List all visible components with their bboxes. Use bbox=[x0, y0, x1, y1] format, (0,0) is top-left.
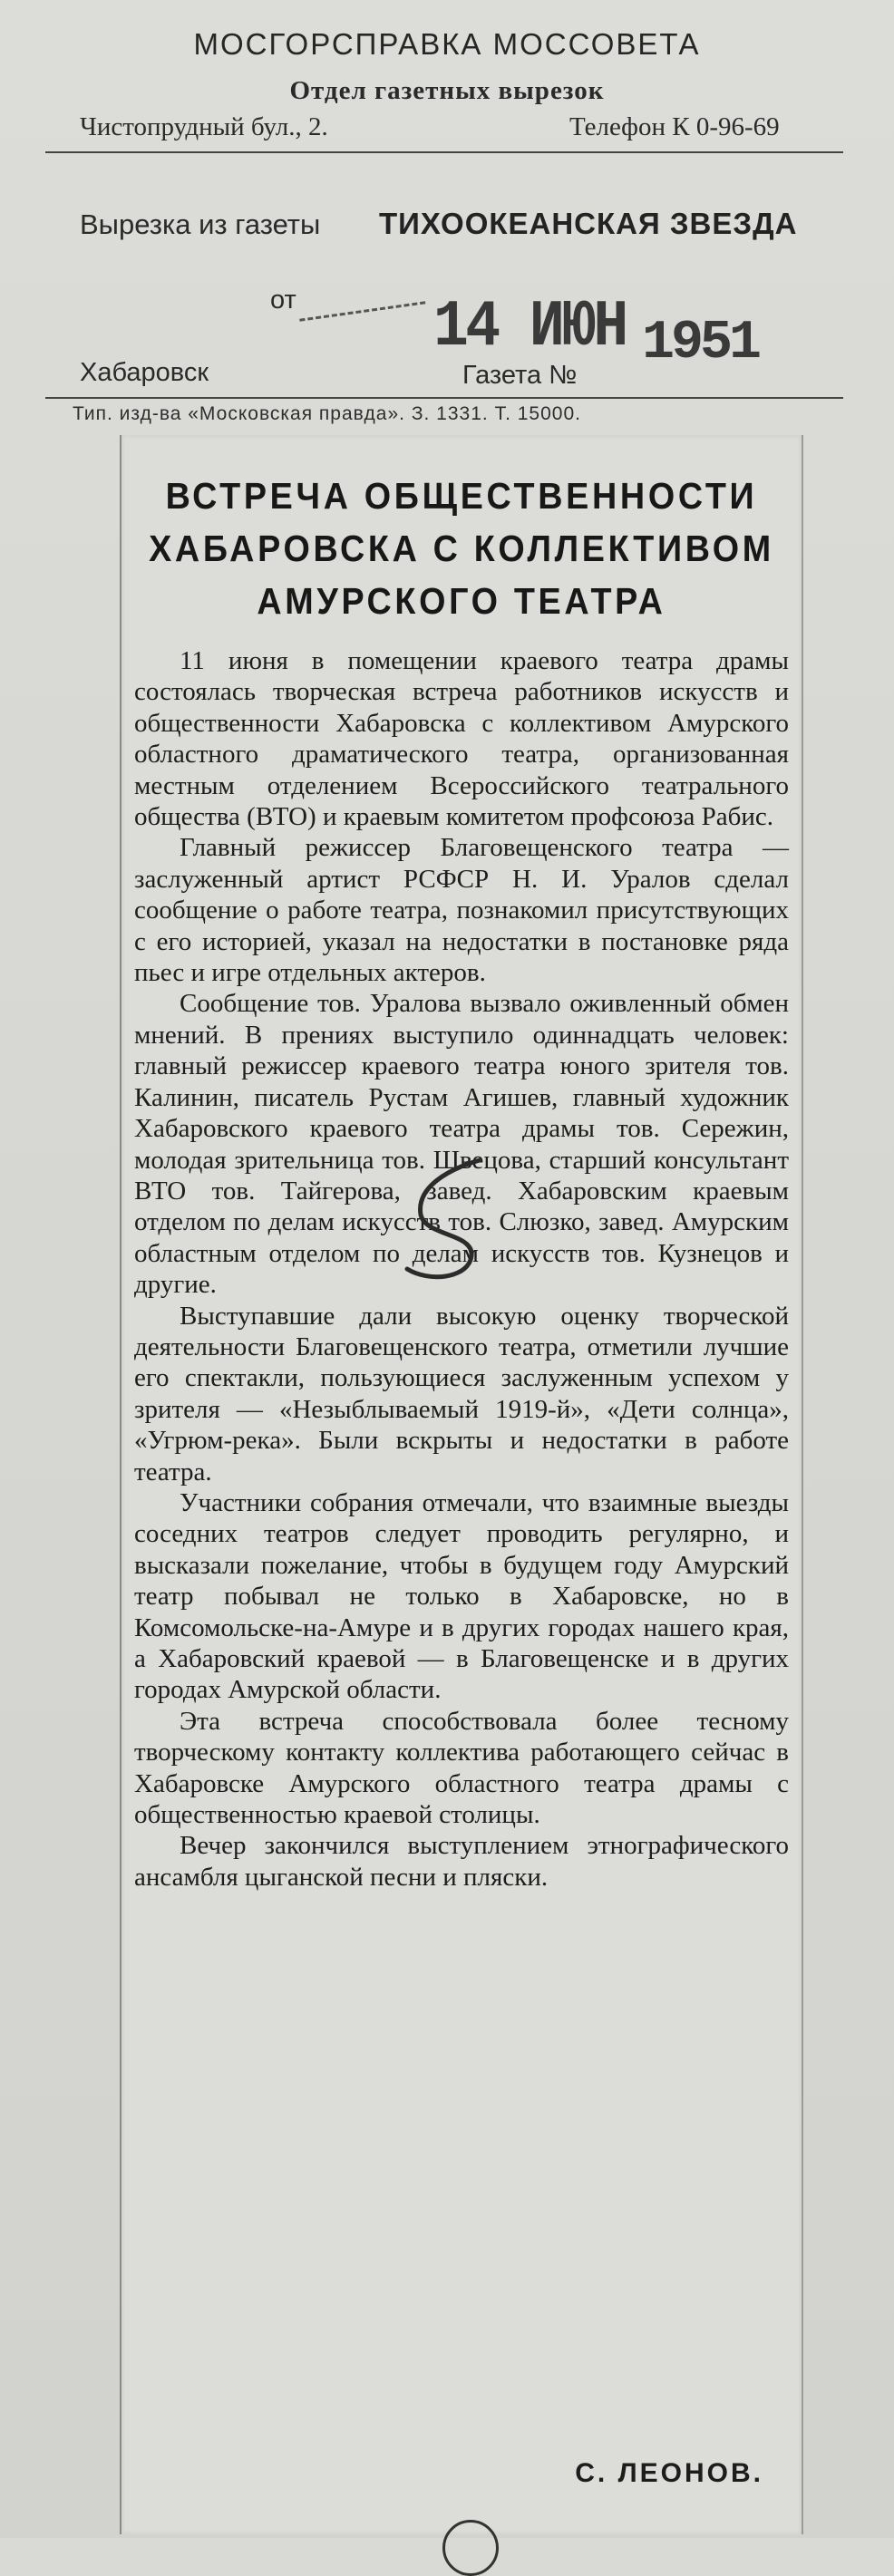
printer-imprint: Тип. изд-ва «Московская правда». З. 1331. Т. 15000. bbox=[73, 403, 581, 424]
article-body bbox=[134, 645, 789, 1893]
newspaper-name: ТИХООКЕАНСКАЯ ЗВЕЗДА bbox=[379, 207, 798, 240]
date-from-label: от bbox=[270, 286, 296, 315]
article-paragraph: Вечер закончился выступлением этнографического ансамбля цыганской песни и пляски. bbox=[134, 1831, 789, 1892]
header-divider bbox=[45, 151, 843, 153]
article-paragraph: Эта встреча способствовала более тесному творческому контакту коллектива работающего сейчас в Хабаровске Амурского областного театра драмы с общественностью краевой столицы. bbox=[134, 1706, 789, 1830]
department-name: Отдел газетных вырезок bbox=[289, 76, 605, 105]
address: Чистопрудный бул., 2. bbox=[80, 112, 328, 141]
organization-name: МОСГОРСПРАВКА МОССОВЕТА bbox=[193, 27, 701, 61]
article-headline: ВСТРЕЧА ОБЩЕСТВЕННОСТИ ХАБАРОВСКА С КОЛЛЕКТИВОМ АМУРСКОГО ТЕАТРА bbox=[149, 475, 774, 622]
year-stamp: 1951 bbox=[642, 313, 759, 374]
article-paragraph: Участники собрания отмечали, что взаимные выезды соседних театров следует проводить регулярно, и высказали пожелание, чтобы в будущем году Амурский театр побывал не только в Хабаровске, но в Комсомольске-на-Амуре и в других городах нашего края, а Хабаровский краевой — в Благовещенске и в других городах Амурской области. bbox=[134, 1487, 789, 1705]
newspaper-clipping bbox=[120, 435, 803, 2534]
cut-from-label: Вырезка из газеты bbox=[80, 208, 321, 240]
article-paragraph: Главный режиссер Благовещенского театра — заслуженный артист РСФСР Н. И. Уралов сделал сообщение о работе театра, познакомил присутствующих с его историей, указал на недостатки в постановке ряда пьес и игре отдельных актеров. bbox=[134, 833, 789, 988]
article-paragraph: Выступавшие дали высокую оценку творческой деятельности Благовещенского театра, отметили лучшие его спектакли, пользующиеся заслуженным успехом у зрителя — «Незыблываемый 1919-й», «Дети солнца», «Угрюм-река». Были вскрыты и недостатки в работе театра. bbox=[134, 1301, 789, 1487]
gazeta-number-label: Газета № bbox=[462, 361, 578, 390]
handwritten-dash bbox=[299, 301, 425, 324]
punch-hole-mark bbox=[442, 2520, 499, 2576]
city-name: Хабаровск bbox=[80, 358, 209, 387]
article-signature: С. ЛЕОНОВ. bbox=[575, 2458, 763, 2488]
date-stamp: 14 ИЮН bbox=[433, 290, 626, 364]
clipping-service-header bbox=[0, 0, 894, 426]
phone-number: Телефон К 0-96-69 bbox=[569, 112, 780, 141]
article-paragraph: Сообщение тов. Уралова вызвало оживленный обмен мнений. В прениях выступило одиннадцать человек: главный режиссер краевого театра юного зрителя тов. Калинин, писатель Рустам Агишев, главный художник Хабаровского краевого театра драмы тов. Сережин, молодая зрительница тов. Швецова, старший консультант ВТО тов. Тайгерова, завед. Хабаровским краевым отделом по делам искусств тов. Слюзко, завед. Амурским областным отделом по делам искусств тов. Кузнецов и другие. bbox=[134, 989, 789, 1300]
header-bottom-divider bbox=[45, 397, 843, 399]
article-paragraph: 11 июня в помещении краевого театра драмы состоялась творческая встреча работников искусств и общественности Хабаровска с коллективом Амурского областного драматического театра, организованная местным отделением Всероссийского театрального общества (ВТО) и краевым комитетом профсоюза Рабис. bbox=[134, 646, 789, 832]
